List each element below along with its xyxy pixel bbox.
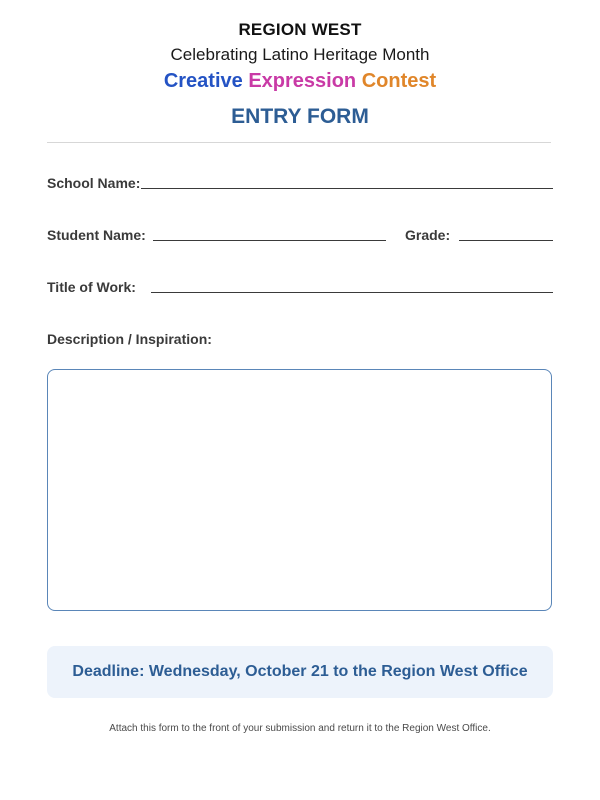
student-name-label: Student Name: — [47, 227, 146, 243]
title-of-work-field[interactable] — [151, 292, 553, 293]
description-label: Description / Inspiration: — [47, 331, 212, 347]
contest-title — [0, 67, 600, 95]
student-name-field[interactable] — [153, 240, 386, 241]
school-name-label: School Name: — [47, 175, 141, 191]
form-header — [0, 18, 600, 95]
header-divider — [47, 142, 551, 143]
footer-instructions: Attach this form to the front of your submission and return it to the Region West Office. — [109, 723, 491, 734]
region-heading: REGION WEST — [238, 20, 362, 39]
contest-title-word-creative: Creative — [163, 70, 243, 92]
description-textarea[interactable] — [47, 369, 552, 611]
school-name-field[interactable] — [141, 188, 553, 189]
form-title: ENTRY FORM — [231, 105, 369, 128]
contest-title-word-contest: Contest — [361, 70, 437, 92]
grade-label: Grade: — [405, 227, 451, 243]
deadline-banner: Deadline: Wednesday, October 21 to the Region West Office — [47, 646, 553, 698]
event-subtitle: Celebrating Latino Heritage Month — [170, 45, 430, 64]
contest-title-word-expression: Expression — [248, 70, 357, 92]
grade-field[interactable] — [459, 240, 553, 241]
title-of-work-label: Title of Work: — [47, 279, 136, 295]
